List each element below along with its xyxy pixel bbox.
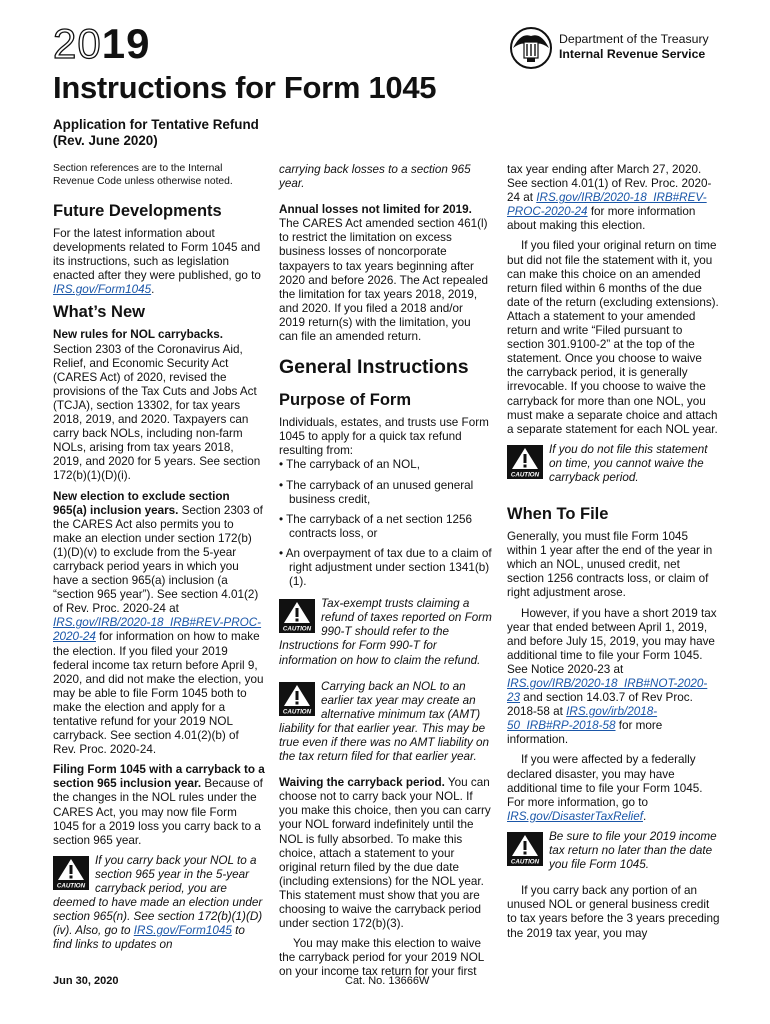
caution-block: [507, 830, 720, 872]
year-outline: 20: [53, 20, 102, 67]
disaster-relief-link[interactable]: IRS.gov/DisasterTaxRelief: [507, 809, 643, 823]
form1045-updates-link[interactable]: IRS.gov/Form1045: [133, 924, 232, 938]
col3-continuation: [507, 163, 720, 233]
carryback-paragraph: If you carry back any portion of an unused NOL or general business credit to tax years before the 3 years preceding the 2019 tax year, you may: [507, 884, 720, 940]
subtitle-line1: Application for Tentative Refund: [53, 117, 259, 132]
bullet-text: The carryback of an unused general business credit,: [286, 478, 474, 506]
filing-paragraph: [53, 763, 265, 848]
annual-paragraph: [279, 203, 492, 344]
short-text2: and section 14.03.7 of Rev Proc. 2018-58 at: [507, 691, 693, 719]
caution-label: CAUTION: [282, 708, 312, 716]
nol-paragraph: [53, 328, 265, 483]
caution-text: Be sure to file your 2019 income tax return no later than the date you file Form 1045.: [549, 829, 717, 872]
future-text: For the latest information about developments related to Form 1045 and its instructions, such as legislation enacted after they were published, go to: [53, 227, 261, 283]
heading-purpose-of-form: Purpose of Form: [279, 391, 412, 410]
filing-text: Because of the changes in the NOL rules under the CARES Act, you may now file Form 1045 for a 2019 loss you carry back to a section 965 year.: [53, 777, 263, 847]
caution-text-main: If you carry back your NOL to a section 965 year in the 5-year carryback period, you are deemed to have made an election under section 965(n). See section 172(b)(1)(D)(iv). Also, go to: [53, 853, 263, 938]
footer-catalog-number: Cat. No. 13666W: [345, 975, 430, 987]
intro-note: Section references are to the Internal Revenue Code unless otherwise noted.: [53, 163, 233, 187]
heading-whats-new: What’s New: [53, 303, 145, 322]
bullet-item: • The carryback of a net section 1256 contracts loss, or: [279, 512, 472, 540]
purpose-text: Individuals, estates, and trusts use Form 1045 to apply for a quick tax refund resulting from:: [279, 416, 489, 458]
disaster-text: If you were affected by a federally declared disaster, you may have additional time to file your Form 1045. For more information, go to: [507, 753, 703, 809]
caution-label: CAUTION: [282, 625, 312, 633]
notice-2020-23-link[interactable]: IRS.gov/IRB/2020-18_IRB#NOT-2020-23: [507, 677, 708, 705]
column-3: [507, 163, 720, 947]
annual-head: Annual losses not limited for 2019.: [279, 203, 472, 217]
caution-text: Carrying back an NOL to an earlier tax year may create an alternative minimum tax (AMT) liability for that earlier year. This may be true even if there was no AMT liability on the tax return filed for that earlier year.: [279, 679, 490, 764]
caution-label: CAUTION: [510, 858, 540, 866]
bullet-item: • An overpayment of tax due to a claim of right adjustment under section 1341(b)(1).: [279, 546, 492, 589]
future-paragraph: For the latest information about developments related to Form 1045 and its instructions, such as legislation enacted after they were published, go to IRS.gov/Form1045.: [53, 227, 261, 297]
caution-block: [507, 443, 720, 485]
election-head: New election to exclude section 965(a) inclusion years.: [53, 489, 230, 517]
heading-general-instructions: General Instructions: [279, 356, 469, 379]
irs-form1045-link[interactable]: IRS.gov/Form1045: [53, 283, 152, 297]
caution-text: Tax-exempt trusts claiming a refund of taxes reported on Form 990-T should refer to the Instructions for Form 990-T for information on how to claim the refund.: [279, 597, 492, 667]
waive-paragraph: [279, 776, 492, 931]
heading-future-developments: Future Developments: [53, 202, 222, 220]
caution-block: [279, 680, 492, 765]
year-bold: 19: [101, 20, 151, 67]
page-title: Instructions for Form 1045: [53, 70, 437, 105]
caution-icon: [507, 445, 543, 479]
caution-label: CAUTION: [56, 882, 86, 890]
nol-head: New rules for NOL carrybacks.: [53, 328, 223, 342]
caution-block: [279, 597, 492, 667]
subtitle-line2: (Rev. June 2020): [53, 133, 158, 148]
rev-proc-link[interactable]: IRS.gov/IRB/2020-18_IRB#REV-PROC-2020-24: [507, 191, 707, 219]
waive-head: Waiving the carryback period.: [279, 776, 445, 790]
when-text: Generally, you must file Form 1045 within 1 year after the end of the year in which an NOL, unused credit, net section 1256 contracts loss, or claim of right adjustment arose.: [507, 530, 713, 600]
short-text3: for more information.: [507, 719, 663, 747]
col3-cont-text: tax year ending after March 27, 2020. See section 4.01(1) of Rev. Proc. 2020-24 at: [507, 163, 712, 205]
irs-eagle-logo-icon: [507, 26, 555, 70]
election-paragraph: [53, 490, 265, 758]
purpose-bullets: [279, 458, 492, 589]
footer-date: Jun 30, 2020: [53, 975, 119, 987]
agency-name: [559, 32, 709, 62]
election-text2: for information on how to make the election. If you filed your 2019 federal income tax return before April 9, 2020, and did not make the election, you may be able to file Form 1045 both to make the election and apply for a tentative refund for your 2019 NOL carryback. See section 4.01(2)(b) of Rev. Proc. 2020-24.: [53, 630, 264, 757]
short-text: However, if you have a short 2019 tax year that ended between April 1, 2019, and before July 15, 2019, you may have additional time to file your Form 1045. See Notice 2020-23 at: [507, 606, 717, 676]
filing-head: Filing Form 1045 with a carryback to a section 965 inclusion year.: [53, 763, 265, 791]
bullet-item: • The carryback of an NOL,: [279, 458, 420, 472]
rev-proc-link[interactable]: IRS.gov/IRB/2020-18_IRB#REV-PROC-2020-24: [53, 616, 262, 644]
column-1: [53, 163, 265, 961]
election-text: Section 2303 of the CARES Act also permits you to make an election under section 172(b)(1)(D)(v) to exclude from the 5-year carryback period years in which you have a section 965(a) inclusion (a “section 965 year”). See section 4.01(2) of Rev. Proc. 2020-24 at: [53, 503, 263, 616]
caution-icon: [53, 856, 89, 890]
caution-icon: [279, 682, 315, 716]
waive-text: You can choose not to carry back your NOL. If you make this choice, then you can carry your NOL forward indefinitely until the NOL is fully absorbed. To make this choice, attach a statement to your original return filed by the due date (including extensions) for the NOL year. This statement must show that you are choosing to waive the carryback period under section 172(b)(3).: [279, 776, 491, 931]
rev-proc-2018-58-link[interactable]: IRS.gov/irb/2018-50_IRB#RP-2018-58: [507, 705, 658, 733]
caution-block: [53, 854, 265, 953]
agency-line1: Department of the Treasury: [559, 32, 709, 46]
short-year-paragraph: [507, 607, 720, 748]
caution-icon: [279, 599, 315, 633]
form-subtitle: [53, 117, 259, 149]
col3-cont-end: for more information about making this election.: [507, 205, 696, 233]
form-year: [53, 22, 150, 66]
col2-continuation: carrying back losses to a section 965 year.: [279, 163, 471, 191]
bullet-text: An overpayment of tax due to a claim of right adjustment under section 1341(b)(1).: [285, 546, 492, 589]
annual-text: The CARES Act amended section 461(l) to restrict the limitation on excess business losses of noncorporate taxpayers to tax years beginning after 2020 and before 2026. The Act repealed the limitation for tax years 2018, 2019, and 2020. If you filed a 2018 and/or 2019 return(s) with the limitation, you can file an amended return.: [279, 217, 489, 344]
amended-return-paragraph: If you filed your original return on time but did not file the statement with it, you can make this choice on an amended return filed within 6 months of the due date of the return (excluding extensions). Attach a statement to your amended return and write “Filed pursuant to section 301.9100-2” at the top of the statement. Once you choose to waive the carryback period, it is generally irrevocable. If you choose to waive the carryback for more than one NOL, you must make a separate choice and attach a separate statement for each NOL year.: [507, 239, 719, 436]
waive-paragraph-2: You may make this election to waive the carryback period for your 2019 NOL on your income tax return for your first: [279, 937, 484, 979]
disaster-paragraph: If you were affected by a federally declared disaster, you may have additional time to file your Form 1045. For more information, go to IRS.gov/DisasterTaxRelief.: [507, 753, 703, 823]
bullet-text: The carryback of a net section 1256 contracts loss, or: [286, 512, 472, 540]
caution-icon: [507, 832, 543, 866]
heading-when-to-file: When To File: [507, 505, 609, 524]
nol-text: Section 2303 of the Coronavirus Aid, Relief, and Economic Security Act (CARES Act) of 2020, revised the provisions of the Tax Cuts and Jobs Act (TCJA), section 13302, for tax years 2018, 2019, and 2020. Taxpayers can carry back NOLs, including non-farm NOLs, arising from tax years 2018, 2019, and 2020 for 5 years. See section 172(b)(1)(D)(i).: [53, 342, 261, 483]
column-2: [279, 163, 492, 986]
agency-line2: Internal Revenue Service: [559, 47, 706, 61]
bullet-item: • The carryback of an unused general business credit,: [279, 478, 474, 506]
caution-label: CAUTION: [510, 471, 540, 479]
caution-text: If you do not file this statement on time, you cannot waive the carryback period.: [549, 442, 708, 484]
caution-text-end: to find links to updates on: [53, 924, 245, 952]
bullet-text: The carryback of an NOL,: [286, 458, 420, 472]
